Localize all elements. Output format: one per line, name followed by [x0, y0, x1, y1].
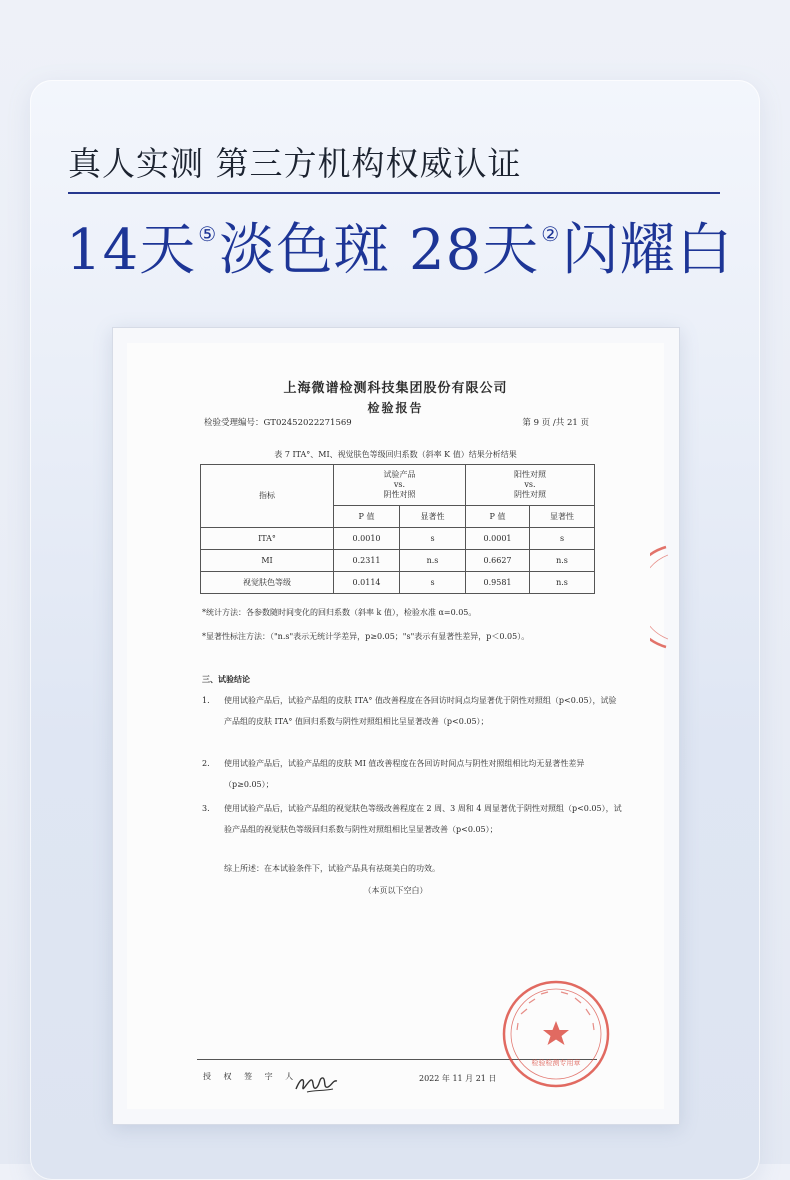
conclusion-text: 使用试验产品后，试验产品组的皮肤 MI 值改善程度在各回访时间点与阴性对照组相比均无显著性差异（p≥0.05）；	[224, 759, 585, 789]
header-group-test: 试验产品 vs. 阴性对照	[334, 465, 466, 506]
report-title: 检验报告	[367, 401, 424, 415]
conclusion-number: 1.	[202, 696, 210, 705]
cell-p1: 0.0010	[334, 528, 400, 550]
official-seal	[501, 979, 611, 1089]
claim2-footnote-mark: ②	[541, 222, 561, 246]
divider-line	[68, 192, 720, 194]
cell-p1: 0.2311	[334, 550, 400, 572]
conclusion-number: 2.	[202, 759, 210, 768]
cell-s1: s	[400, 528, 466, 550]
seal-label: 检验检测专用章	[531, 1059, 581, 1067]
table-row	[201, 550, 595, 572]
claim2-suffix: 闪耀白	[562, 218, 734, 283]
tagline: 真人实测 第三方机构权威认证	[68, 144, 522, 183]
cell-p2: 0.6627	[466, 550, 530, 572]
summary-text: 综上所述：在本试验条件下，试验产品具有祛斑美白的功效。	[224, 864, 440, 873]
row-name: ITA°	[201, 528, 334, 550]
cell-p2: 0.0001	[466, 528, 530, 550]
cell-s1: n.s	[400, 550, 466, 572]
claim1-prefix: 14天	[66, 218, 197, 283]
significance-note: *显著性标注方法：（"n.s"表示无统计学差异，p≥0.05；"s"表示有显著性差异，p＜0.05）。	[202, 632, 530, 641]
row-name: 视觉肤色等级	[201, 572, 334, 594]
company-name: 上海微谱检测科技集团股份有限公司	[283, 381, 508, 396]
cell-p1: 0.0114	[334, 572, 400, 594]
header-significance: 显著性	[530, 506, 595, 528]
accession-number: 检验受理编号：GT02452022271569	[204, 418, 352, 428]
row-name: MI	[201, 550, 334, 572]
handwritten-signature	[293, 1071, 343, 1097]
conclusion-number: 3.	[202, 804, 210, 813]
cell-s1: s	[400, 572, 466, 594]
report-document	[127, 343, 664, 1109]
headline	[66, 206, 733, 286]
statistics-note: *统计方法：各参数随时间变化的回归系数（斜率 k 值），检验水准 α=0.05。	[202, 608, 477, 617]
cell-s2: n.s	[530, 572, 595, 594]
partial-seal-edge	[650, 545, 668, 649]
header-group-positive: 阳性对照 vs. 阴性对照	[466, 465, 595, 506]
report-date: 2022 年 11 月 21 日	[419, 1074, 497, 1083]
conclusion-text: 使用试验产品后，试验产品组的视觉肤色等级改善程度在 2 周、3 周和 4 周显著优于阴性对照组（p<0.05），试验产品组的视觉肤色等级回归系数与阴性对照组相比呈显著改善（p<0.05）；	[224, 804, 622, 834]
blank-page-note: （本页以下空白）	[363, 886, 428, 895]
conclusion-text: 使用试验产品后，试验产品组的皮肤 ITA° 值改善程度在各回访时间点均显著优于阴性对照组（p<0.05），试验产品组的皮肤 ITA° 值回归系数与阴性对照组相比呈显著改善（p<0.05）；	[224, 696, 617, 726]
page-number: 第 9 页 /共 21 页	[522, 418, 589, 428]
cell-s2: s	[530, 528, 595, 550]
table-row	[201, 528, 595, 550]
signer-label: 授 权 签 字 人	[203, 1072, 299, 1081]
table-row	[201, 572, 595, 594]
cell-s2: n.s	[530, 550, 595, 572]
claim1-footnote-mark: ⑤	[198, 222, 218, 246]
claim1-suffix: 淡色斑	[219, 218, 391, 283]
header-p-value: P 值	[334, 506, 400, 528]
section-heading: 三、试验结论	[202, 674, 250, 684]
header-p-value: P 值	[466, 506, 530, 528]
cell-p2: 0.9581	[466, 572, 530, 594]
header-significance: 显著性	[400, 506, 466, 528]
claim2-prefix: 28天	[409, 218, 540, 283]
table-caption: 表 7 ITA°、MI、视觉肤色等级回归系数（斜率 K 值）结果分析结果	[274, 450, 517, 459]
results-table	[200, 464, 595, 594]
header-indicator: 指标	[201, 465, 334, 528]
